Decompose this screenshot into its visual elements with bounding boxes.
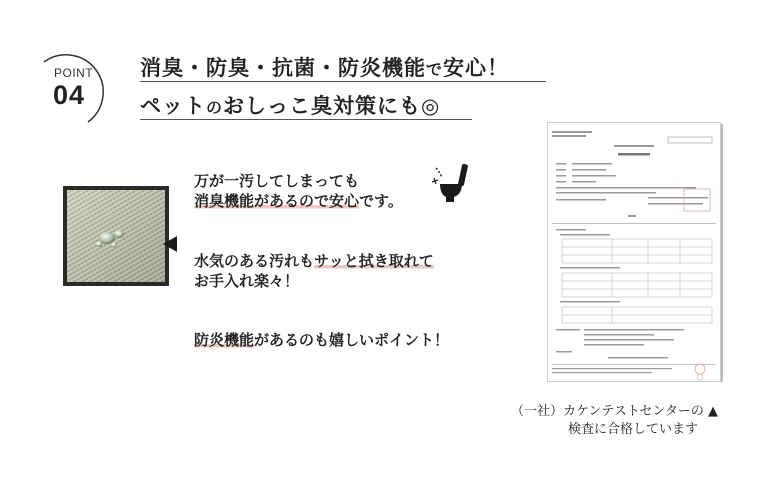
certificate-caption-line-1: （一社）カケンテストセンターの ▲ (511, 404, 719, 419)
feature-1-line-2: 消臭機能があるので安心です。 (194, 192, 403, 210)
fabric-water-droplet-photo (63, 186, 169, 286)
feature-3: 防炎機能があるのも嬉しいポイント！ (194, 331, 450, 349)
point-label: POINT (54, 66, 94, 80)
feature-2-line-2: お手入れ楽々！ (194, 272, 300, 290)
feature-2-line-1: 水気のある汚れもサッと拭き取れて (194, 252, 434, 270)
heading-line-1: 消臭・防臭・抗菌・防炎機能で安心！ (140, 56, 510, 80)
point-number: 04 (53, 80, 86, 110)
heading-line-2: ペットのおしっこ臭対策にも◎ (140, 94, 441, 118)
heading-underline-2 (140, 119, 472, 120)
heading-underline-1 (140, 81, 546, 82)
certificate-caption-line-2: 検査に合格しています (568, 422, 699, 437)
speech-pointer-icon (163, 234, 179, 254)
test-certificate-document (547, 122, 721, 382)
toilet-icon (432, 162, 472, 204)
feature-1-line-1: 万が一汚してしまっても (194, 172, 360, 190)
